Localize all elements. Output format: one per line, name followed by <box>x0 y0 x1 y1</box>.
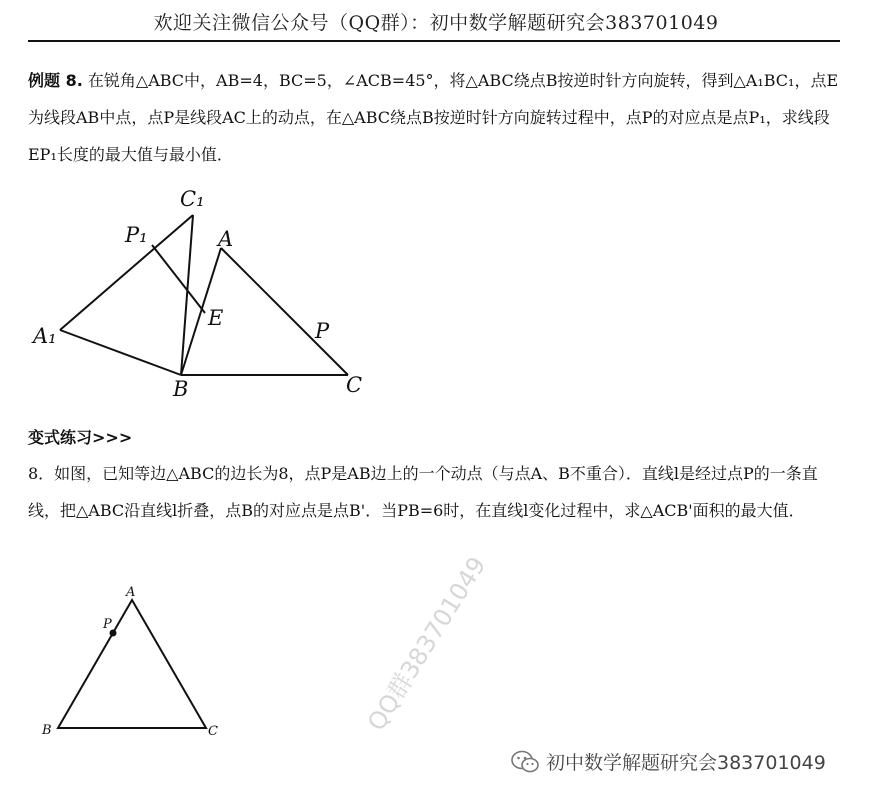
example-text: 在锐角△ABC中，AB=4，BC=5，∠ACB=45°，将△ABC绕点B按逆时针方向旋转，得到△A₁BC₁，点E为线段AB中点，点P是线段AC上的动点，在△ABC绕点B按逆时针方向旋转过程中，点P的对应点是点P₁，求线段EP₁长度的最大值与最小值． <box>28 71 839 164</box>
label-C: C <box>346 373 363 397</box>
fig2-label-A: A <box>126 585 136 600</box>
equilateral-triangle-figure <box>0 575 240 745</box>
variant-heading: 变式练习>>> <box>28 428 133 447</box>
label-C1: C₁ <box>180 187 205 211</box>
watermark: QQ群383701049 <box>362 551 492 736</box>
segment-A1-B <box>60 330 181 375</box>
fig2-label-B: B <box>42 723 52 738</box>
label-P1: P₁ <box>125 223 148 247</box>
label-A: A <box>218 227 234 251</box>
fig2-label-C: C <box>208 724 218 739</box>
footer-text: 初中数学解题研究会383701049 <box>546 752 826 774</box>
wechat-icon <box>510 749 540 775</box>
variant-problem: 8．如图，已知等边△ABC的边长为8，点P是AB边上的一个动点（与点A、B不重合）．直线l是经过点P的一条直线，把△ABC沿直线l折叠，点B的对应点是点B'．当PB=6时，在直线l变化过程中，求△ACB'面积的最大值． <box>28 464 818 520</box>
label-P: P <box>315 319 330 343</box>
label-B: B <box>173 377 189 401</box>
rotation-triangle-figure <box>0 180 400 405</box>
header-divider <box>28 40 840 42</box>
example-label: 例题 8. <box>28 71 83 90</box>
fig2-label-P: P <box>103 617 112 632</box>
label-E: E <box>208 306 224 330</box>
page-header: 欢迎关注微信公众号（QQ群）：初中数学解题研究会383701049 <box>153 12 719 34</box>
segment-A-C <box>221 248 348 375</box>
triangle-ABC <box>58 600 206 728</box>
segment-P1-E <box>152 245 205 313</box>
label-A1: A₁ <box>33 324 57 348</box>
example-problem <box>28 62 843 173</box>
footer-brand <box>510 748 826 775</box>
